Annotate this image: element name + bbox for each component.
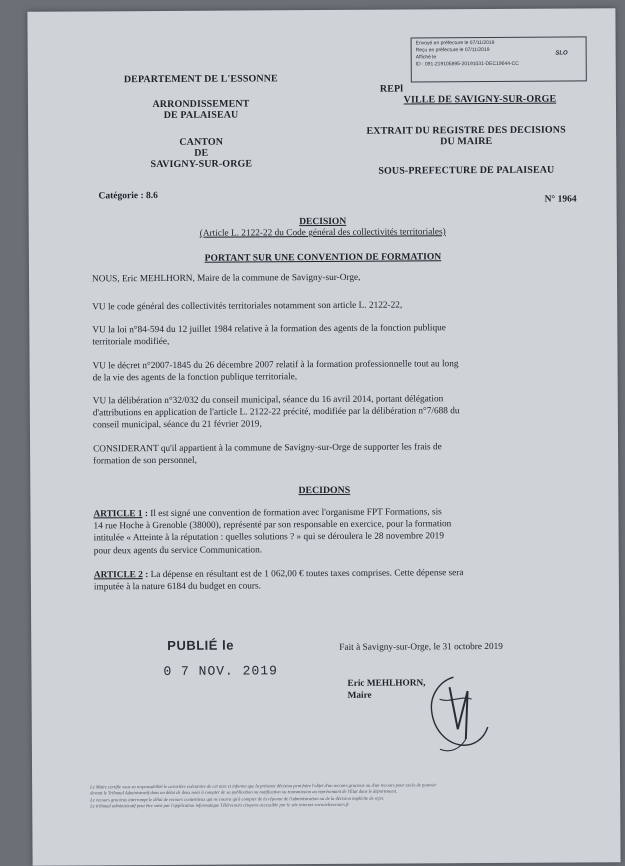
vu-deliberation-paragraph xyxy=(93,392,573,432)
article2-colon: : xyxy=(142,570,149,581)
handwritten-signature xyxy=(409,669,500,760)
arrondissement-line2: DE PALAISEAU xyxy=(163,109,239,121)
fait-a-line: Fait à Savigny-sur-Orge, le 31 octobre 2019 xyxy=(339,641,503,653)
article1-line3: intitulée « Atteinte à la réputation : quelles solutions ? » qui se déroulera le 28 novembre 2019 xyxy=(93,531,445,544)
vu-deliberation-line2: d'attributions en application de l'article L. 2122-22 précité, modifiée par la délibération n°7/688 du xyxy=(92,406,460,419)
subject-heading xyxy=(29,250,617,265)
signatory-role: Maire xyxy=(347,690,372,701)
stamp-sent-line: Envoyé en préfecture le 07/11/2019 xyxy=(415,39,495,47)
publie-stamp-label: PUBLIÉ le xyxy=(167,637,234,653)
canton-line1: CANTON xyxy=(179,136,224,148)
document-page xyxy=(27,8,620,866)
ville-heading xyxy=(370,93,590,105)
repl-text: REPl xyxy=(379,83,404,95)
decidons-heading xyxy=(30,483,618,498)
vu-loi-paragraph xyxy=(92,321,572,348)
vu-loi-line1: VU la loi n°84-594 du 12 juillet 1984 relative à la formation des agents de la fonction publique xyxy=(92,323,446,336)
vu-decret-paragraph xyxy=(93,357,573,384)
stamp-received-line: Reçu en préfecture le 07/11/2019 xyxy=(415,46,490,54)
departement-heading xyxy=(96,73,306,85)
vu-cgct-paragraph: VU le code général des collectivités territoriales notamment son article L. 2122-22, xyxy=(92,300,403,313)
article2-paragraph xyxy=(94,566,579,593)
decision-title-text: DECISION xyxy=(299,216,347,228)
ville-text: VILLE DE SAVIGNY-SUR-ORGE xyxy=(403,93,557,106)
sous-prefecture-heading xyxy=(346,164,586,176)
article2-text1: La dépense en résultant est de 1 062,00 € toutes taxes comprises. Cette dépense sera xyxy=(148,568,464,581)
departement-text: DEPARTEMENT DE L'ESSONNE xyxy=(123,73,278,86)
categorie-label: Catégorie : 8.6 xyxy=(98,191,158,202)
legal-footer xyxy=(90,781,580,810)
article1-text1: Il est signé une convention de formation avec l'organisme FPT Formations, sis xyxy=(147,507,442,520)
vu-deliberation-line3: conseil municipal, séance du 21 février 2019, xyxy=(92,419,262,431)
stamp-slo-mark: SLO xyxy=(555,50,568,57)
vu-decret-line2: de la vie des agents de la fonction publique territoriale, xyxy=(92,372,298,384)
vu-decret-line1: VU le décret n°2007-1845 du 26 décembre 2007 relatif à la formation professionnelle tout au long xyxy=(92,359,459,372)
footer-line2: devant le Tribunal Administratif dans un délai de deux mois à compter de sa publication ou notification ou transmission au représentant de l'État dans le département. xyxy=(90,788,398,796)
article2-line2: imputée à la nature 6184 du budget en cours. xyxy=(93,581,261,593)
signature-drawing xyxy=(409,669,500,760)
arrondissement-line1: ARRONDISSEMENT xyxy=(152,98,250,111)
stamp-id-line: ID : 091-219105895-20191031-DEC19644-CC xyxy=(415,60,519,68)
extrait-heading xyxy=(346,124,586,147)
article-reference: (Article L. 2122-22 du Code général des collectivités territoriales) xyxy=(199,227,446,239)
considerant-paragraph xyxy=(93,440,573,467)
vu-deliberation-line1: VU la délibération n°32/032 du conseil municipal, séance du 16 avril 2014, portant délégation xyxy=(92,394,444,407)
stamp-posted-line: Affiché le xyxy=(415,54,437,61)
extrait-line1: EXTRAIT DU REGISTRE DES DECISIONS xyxy=(366,124,566,137)
article1-label: ARTICLE 1 xyxy=(93,509,143,520)
article1-paragraph xyxy=(93,505,578,557)
article2-label: ARTICLE 2 xyxy=(93,570,143,581)
footer-line4: Le tribunal administratif peut être saisi par l'application informatique Télérecours citoyens accessible par le site internet www.telerecours.fr xyxy=(90,802,350,809)
canton-line2: DE xyxy=(194,147,209,159)
extrait-line2: DU MAIRE xyxy=(440,135,493,148)
canton-line3: SAVIGNY-SUR-ORGE xyxy=(150,158,253,171)
prefecture-stamp xyxy=(411,36,587,82)
article1-line2: 14 rue Hoche à Grenoble (38000), représenté par son responsable en exercice, pour la formation xyxy=(93,519,452,532)
publie-stamp-date: 0 7 NOV. 2019 xyxy=(163,663,278,679)
arrondissement-heading xyxy=(96,98,306,121)
repl-heading xyxy=(380,84,403,95)
footer-line1: Le Maire certifie sous sa responsabilité le caractère exécutoire de cet acte et informe que la présente décision peut faire l'objet d'un recours gracieux ou d'un recours pour excès de pouvoir xyxy=(90,782,437,790)
vu-loi-line2: territoriale modifiée, xyxy=(92,337,170,348)
decision-number: N° 1964 xyxy=(544,194,577,205)
signatory-name: Eric MEHLHORN, xyxy=(347,678,426,689)
considerant-line2: formation de son personnel, xyxy=(93,455,197,467)
canton-heading xyxy=(96,136,306,170)
footer-line3: Le recours gracieux interrompt le délai de recours contentieux qui ne courra qu'à compter de la réponse de l'administration ou de la décision implicite de rejet. xyxy=(90,795,385,803)
article1-line4: pour deux agents du service Communication. xyxy=(93,544,263,557)
decidons-text: DECIDONS xyxy=(298,484,351,497)
sous-prefecture-text: SOUS-PREFECTURE DE PALAISEAU xyxy=(378,164,555,177)
article1-colon: : xyxy=(142,509,148,520)
nous-paragraph: NOUS, Eric MEHLHORN, Maire de la commune de Savigny-sur-Orge, xyxy=(92,272,361,285)
subject-text: PORTANT SUR UNE CONVENTION DE FORMATION xyxy=(204,251,442,264)
considerant-line1: CONSIDERANT qu'il appartient à la commune de Savigny-sur-Orge de supporter les frais de xyxy=(93,442,442,455)
